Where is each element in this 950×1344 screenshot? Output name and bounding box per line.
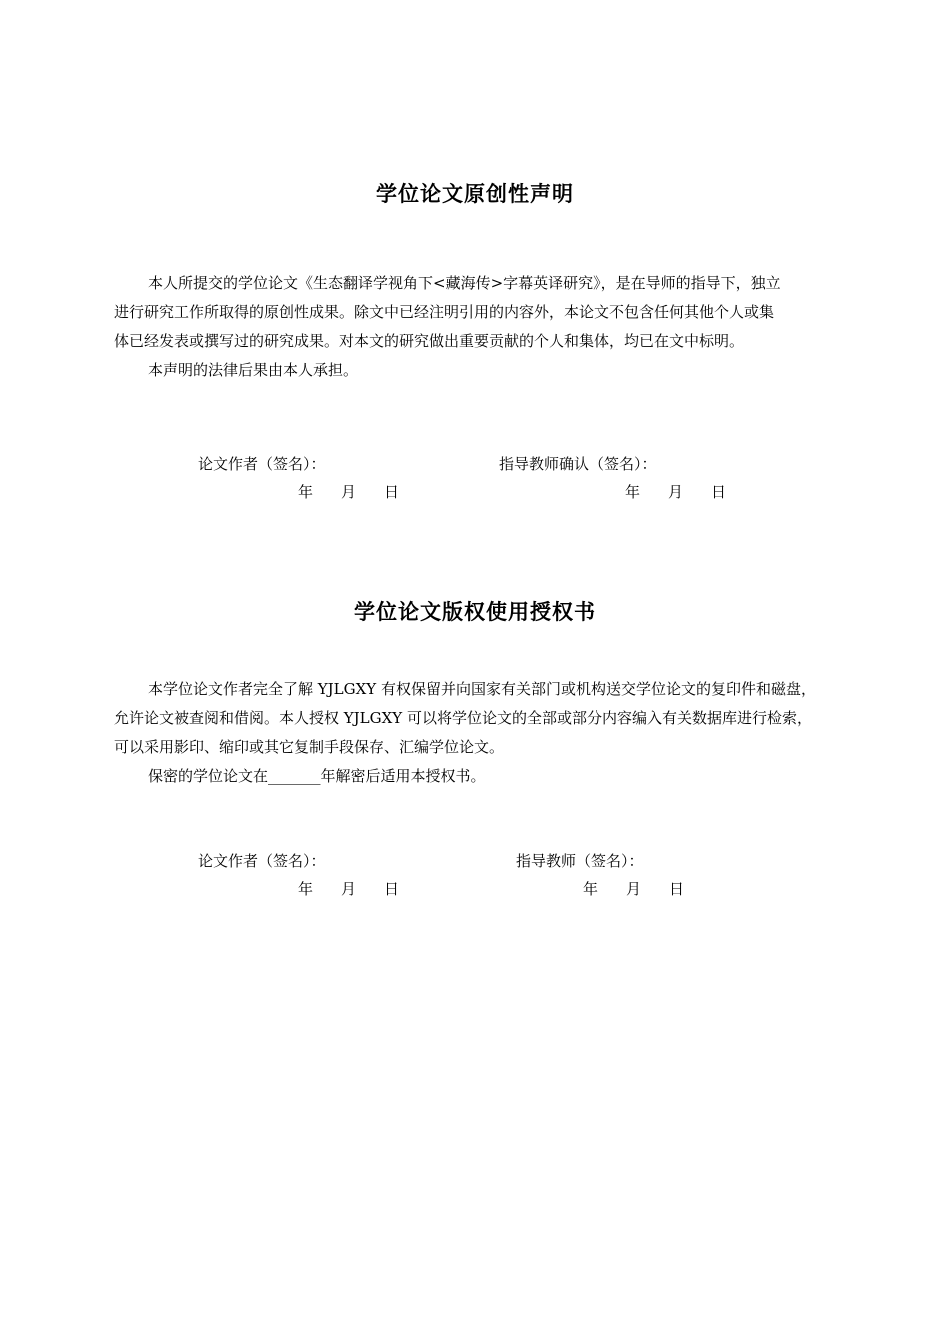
originality-paragraph-line-2: 进行研究工作所取得的原创性成果。除文中已经注明引用的内容外，本论文不包含任何其他个人或集: [114, 303, 775, 321]
date-month-label: 月: [626, 880, 642, 898]
copyright-paragraph-line-2: 允许论文被查阅和借阅。本人授权 YJLGXY 可以将学位论文的全部或部分内容编入有关数据库进行检索，: [114, 709, 812, 727]
copyright-author-signature-label: 论文作者（签名）：: [198, 852, 326, 870]
date-year-label: 年: [625, 483, 641, 501]
copyright-paragraph-line-3: 可以采用影印、缩印或其它复制手段保存、汇编学位论文。: [114, 738, 505, 756]
date-year-label: 年: [298, 483, 314, 501]
date-day-label: 日: [384, 880, 400, 898]
originality-paragraph-line-1: 本人所提交的学位论文《生态翻译学视角下<藏海传>字幕英译研究》，是在导师的指导下，独立: [148, 274, 781, 292]
date-month-label: 月: [341, 880, 357, 898]
copyright-advisor-date: [583, 878, 684, 900]
copyright-paragraph-line-1: 本学位论文作者完全了解 YJLGXY 有权保留并向国家有关部门或机构送交学位论文的复印件和磁盘，: [148, 680, 816, 698]
date-month-label: 月: [668, 483, 684, 501]
copyright-title: 学位论文版权使用授权书: [354, 600, 596, 624]
date-year-label: 年: [298, 880, 314, 898]
originality-title: 学位论文原创性声明: [376, 182, 574, 206]
originality-author-date: [298, 481, 399, 503]
date-day-label: 日: [384, 483, 400, 501]
date-day-label: 日: [669, 880, 685, 898]
originality-paragraph-line-3: 体已经发表或撰写过的研究成果。对本文的研究做出重要贡献的个人和集体，均已在文中标明。: [114, 332, 745, 350]
originality-advisor-signature-label: 指导教师确认（签名）：: [499, 455, 657, 473]
date-month-label: 月: [341, 483, 357, 501]
originality-author-signature-label: 论文作者（签名）：: [198, 455, 326, 473]
originality-advisor-date: [625, 481, 726, 503]
date-day-label: 日: [711, 483, 727, 501]
date-year-label: 年: [583, 880, 599, 898]
copyright-author-date: [298, 878, 399, 900]
originality-liability-statement: 本声明的法律后果由本人承担。: [148, 361, 359, 379]
copyright-confidential-statement: 保密的学位论文在_______年解密后适用本授权书。: [148, 767, 486, 785]
copyright-advisor-signature-label: 指导教师（签名）：: [516, 852, 644, 870]
